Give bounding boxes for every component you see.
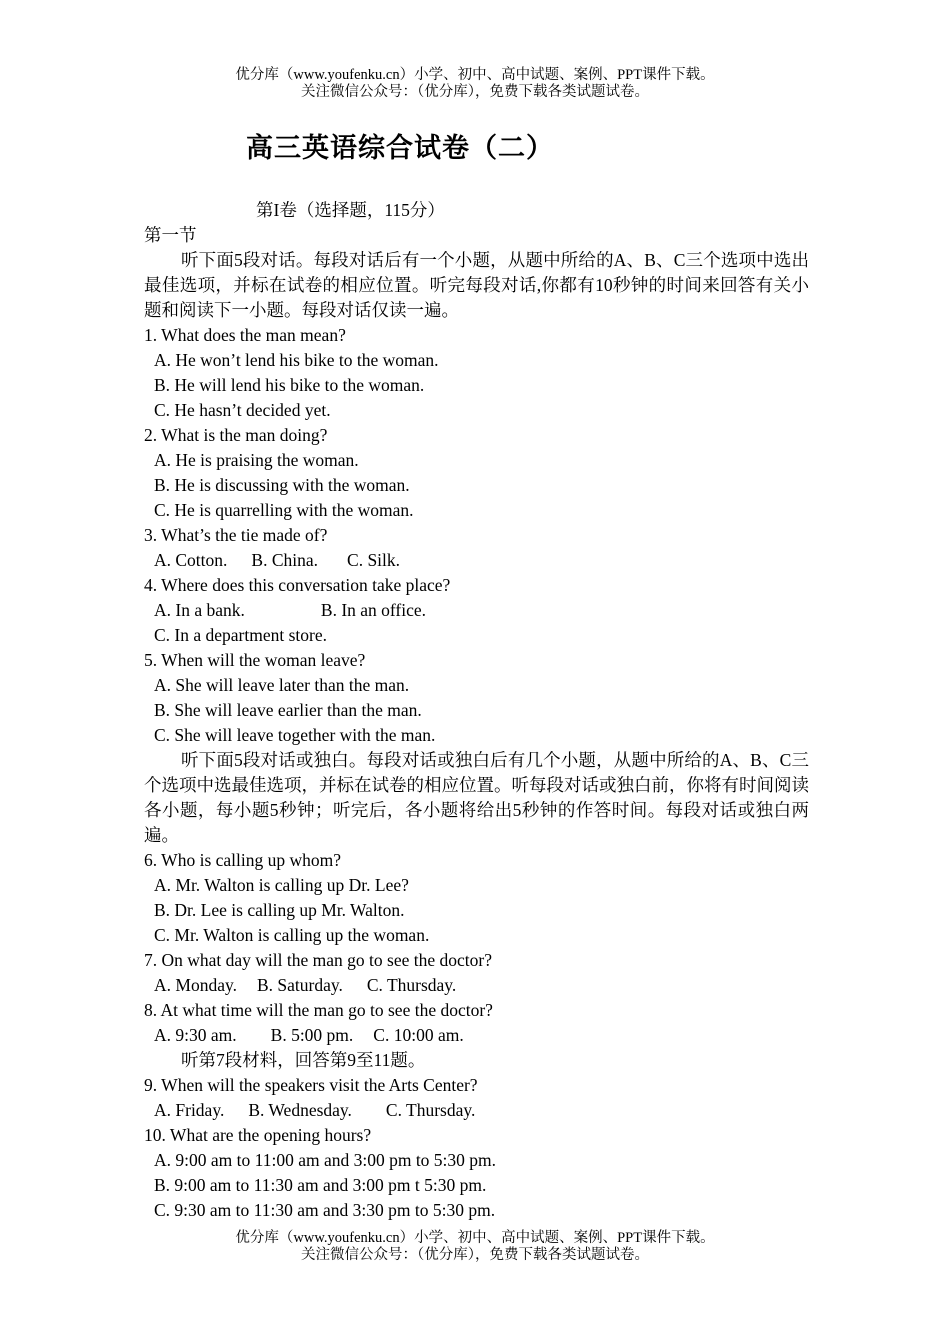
question-2-option-c: C. He is quarrelling with the woman. (154, 500, 414, 520)
question-6-option-c: C. Mr. Walton is calling up the woman. (154, 925, 430, 945)
page-header (0, 67, 950, 101)
question-9-stem: 9. When will the speakers visit the Arts Center? (144, 1075, 478, 1095)
header-line-2: 关注微信公众号：（优分库），免费下载各类试题试卷。 (301, 84, 649, 100)
question-8-option-a: A. 9:30 am. (154, 1025, 237, 1045)
question-3-options (144, 548, 809, 573)
instructions-1: 听下面5段对话。每段对话后有一个小题，从题中所给的A、B、C三个选项中选出最佳选项，并标在试卷的相应位置。听完每段对话,你都有10秒钟的时间来回答有关小题和阅读下一小题。每段对话仅读一遍。 (144, 250, 809, 320)
footer-line-2: 关注微信公众号：（优分库），免费下载各类试题试卷。 (301, 1247, 649, 1263)
instructions-3: 听第7段材料，回答第9至11题。 (181, 1050, 426, 1070)
question-10-stem: 10. What are the opening hours? (144, 1125, 372, 1145)
question-3-option-a: A. Cotton. (154, 550, 228, 570)
question-5-option-a: A. She will leave later than the man. (154, 675, 410, 695)
question-10-option-a: A. 9:00 am to 11:00 am and 3:00 pm to 5:30 pm. (154, 1150, 497, 1170)
instructions-2: 听下面5段对话或独白。每段对话或独白后有几个小题，从题中所给的A、B、C三个选项中选最佳选项，并标在试卷的相应位置。听每段对话或独白前，你将有时间阅读各小题，每小题5秒钟；听完后，各小题将给出5秒钟的作答时间。每段对话或独白两遍。 (144, 750, 809, 845)
question-4-option-a: A. In a bank. (154, 600, 245, 620)
question-7-option-a: A. Monday. (154, 975, 237, 995)
question-3-option-c: C. Silk. (347, 550, 401, 570)
question-7-stem: 7. On what day will the man go to see the doctor? (144, 950, 492, 970)
question-6-option-a: A. Mr. Walton is calling up Dr. Lee? (154, 875, 409, 895)
question-1-option-c: C. He hasn’t decided yet. (154, 400, 331, 420)
question-6-option-b: B. Dr. Lee is calling up Mr. Walton. (154, 900, 405, 920)
question-9-option-a: A. Friday. (154, 1100, 225, 1120)
question-2-stem: 2. What is the man doing? (144, 425, 328, 445)
question-4-option-b: B. In an office. (320, 600, 427, 620)
question-8-option-c: C. 10:00 am. (373, 1025, 464, 1045)
question-2-option-a: A. He is praising the woman. (154, 450, 359, 470)
question-4-stem: 4. Where does this conversation take place? (144, 575, 451, 595)
question-1-option-b: B. He will lend his bike to the woman. (154, 375, 425, 395)
question-1-option-a: A. He won’t lend his bike to the woman. (154, 350, 439, 370)
question-1-stem: 1. What does the man mean? (144, 325, 346, 345)
question-3-option-b: B. China. (251, 550, 319, 570)
question-8-option-b: B. 5:00 pm. (270, 1025, 354, 1045)
question-5-option-c: C. She will leave together with the man. (154, 725, 436, 745)
question-7-option-c: C. Thursday. (366, 975, 457, 995)
header-line-1: 优分库（www.youfenku.cn）小学、初中、高中试题、案例、PPT课件下载。 (235, 67, 715, 83)
question-9-option-c: C. Thursday. (385, 1100, 476, 1120)
question-5-stem: 5. When will the woman leave? (144, 650, 366, 670)
question-10-option-b: B. 9:00 am to 11:30 am and 3:00 pm t 5:30 pm. (154, 1175, 487, 1195)
question-3-stem: 3. What’s the tie made of? (144, 525, 328, 545)
question-7-option-b: B. Saturday. (256, 975, 343, 995)
question-8-options (144, 1023, 809, 1048)
footer-line-1: 优分库（www.youfenku.cn）小学、初中、高中试题、案例、PPT课件下载。 (235, 1230, 715, 1246)
page-title: 高三英语综合试卷（二） (246, 133, 554, 164)
question-4-options-ab (144, 598, 809, 623)
question-4-option-c: C. In a department store. (154, 625, 328, 645)
exam-content (144, 198, 809, 1223)
page-footer (0, 1230, 950, 1264)
question-10-option-c: C. 9:30 am to 11:30 am and 3:30 pm to 5:30 pm. (154, 1200, 496, 1220)
question-2-option-b: B. He is discussing with the woman. (154, 475, 410, 495)
part-heading: 第I卷（选择题，115分） (256, 200, 445, 220)
question-9-option-b: B. Wednesday. (248, 1100, 352, 1120)
question-6-stem: 6. Who is calling up whom? (144, 850, 342, 870)
question-8-stem: 8. At what time will the man go to see the doctor? (144, 1000, 493, 1020)
section-heading: 第一节 (144, 225, 197, 245)
question-7-options (144, 973, 809, 998)
question-9-options (144, 1098, 809, 1123)
question-5-option-b: B. She will leave earlier than the man. (154, 700, 422, 720)
